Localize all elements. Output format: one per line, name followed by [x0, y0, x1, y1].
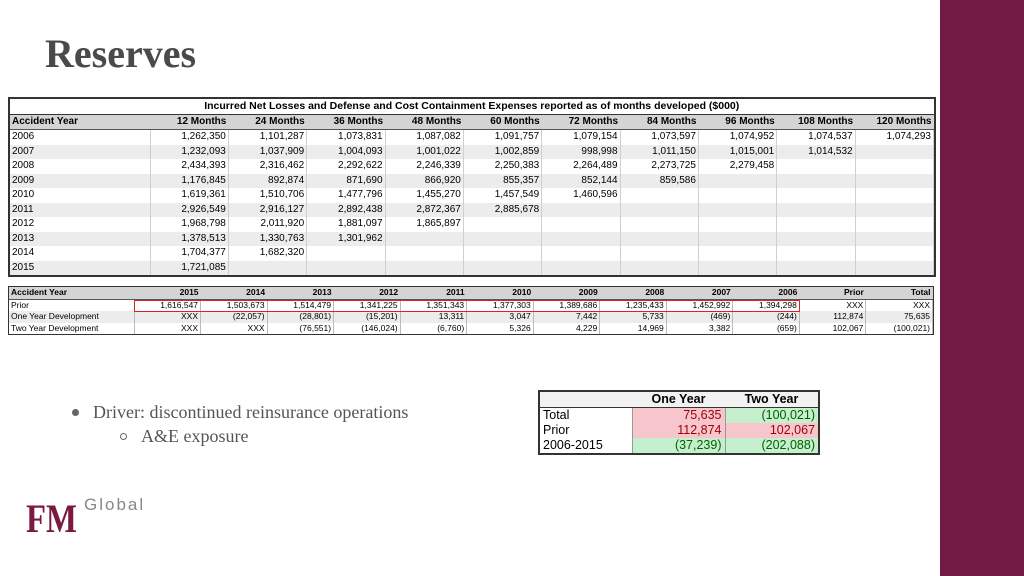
- table-row: [10, 246, 934, 261]
- table-cell: 1,176,845: [150, 174, 228, 189]
- table-cell: 1,073,597: [620, 130, 698, 145]
- accident-year-cell: 2006: [10, 130, 150, 145]
- table-cell: (6,760): [400, 323, 467, 335]
- table-cell: 1,074,293: [855, 130, 933, 145]
- table-cell: [385, 261, 463, 276]
- table-cell: 2,292,622: [307, 159, 385, 174]
- table-cell: 2,316,462: [228, 159, 306, 174]
- column-header-year: 2015: [134, 287, 201, 299]
- table-cell: 2,885,678: [463, 203, 541, 218]
- accident-year-cell: 2015: [10, 261, 150, 276]
- slide-title: Reserves: [45, 31, 197, 76]
- table-cell: [385, 246, 463, 261]
- table-cell: [542, 203, 620, 218]
- table-cell: [620, 261, 698, 276]
- table-cell: (28,801): [267, 311, 334, 323]
- table-cell: [620, 246, 698, 261]
- table-cell: 1,074,952: [698, 130, 776, 145]
- table-cell: XXX: [866, 299, 933, 311]
- table-cell: 866,920: [385, 174, 463, 189]
- table-cell: [620, 217, 698, 232]
- table-cell: 1,301,962: [307, 232, 385, 247]
- summary-header-one-year: One Year: [632, 392, 725, 408]
- table-cell: (76,551): [267, 323, 334, 335]
- sidebar-band: [940, 0, 1024, 576]
- row-label-cell: Prior: [9, 299, 134, 311]
- table-cell: 102,067: [799, 323, 866, 335]
- table-row: [9, 323, 933, 335]
- table-cell: [777, 217, 855, 232]
- table-cell: [307, 246, 385, 261]
- table-cell: 2,246,339: [385, 159, 463, 174]
- row-label-cell: One Year Development: [9, 311, 134, 323]
- table-cell: [855, 246, 933, 261]
- table-cell: 1,881,097: [307, 217, 385, 232]
- table-cell: [463, 232, 541, 247]
- table-cell: 1,004,093: [307, 145, 385, 160]
- bullet-list: [68, 400, 408, 448]
- bullet-dot-icon: [72, 409, 79, 416]
- accident-year-cell: 2009: [10, 174, 150, 189]
- table-cell: 1,101,287: [228, 130, 306, 145]
- summary-row-label: Prior: [543, 423, 570, 437]
- table-cell: 871,690: [307, 174, 385, 189]
- table-cell: 1,073,831: [307, 130, 385, 145]
- table-cell: 1,455,270: [385, 188, 463, 203]
- summary-one-year-value: 112,874: [632, 423, 725, 438]
- table-cell: 2,916,127: [228, 203, 306, 218]
- table-cell: 5,733: [600, 311, 667, 323]
- table-row: [10, 261, 934, 276]
- table-cell: (659): [733, 323, 800, 335]
- table-cell: [620, 203, 698, 218]
- table-cell: 5,326: [467, 323, 534, 335]
- table-cell: [777, 232, 855, 247]
- logo-global-text: Global: [84, 495, 146, 514]
- summary-row-2006-2015: [540, 438, 818, 453]
- table-row: [10, 159, 934, 174]
- table-cell: [698, 188, 776, 203]
- table-cell: XXX: [799, 299, 866, 311]
- table-cell: 7,442: [533, 311, 600, 323]
- column-header-months: 72 Months: [542, 114, 620, 130]
- table-cell: [698, 174, 776, 189]
- table-cell: 2,273,725: [620, 159, 698, 174]
- table-cell: [855, 174, 933, 189]
- summary-row-label: 2006-2015: [543, 438, 603, 452]
- column-header-year: 2012: [334, 287, 401, 299]
- incurred-losses-triangle-table: [8, 97, 936, 277]
- table-cell: 1,394,298: [733, 299, 800, 311]
- table-cell: [620, 232, 698, 247]
- table-cell: [777, 159, 855, 174]
- accident-year-cell: 2010: [10, 188, 150, 203]
- column-header-year: Total: [866, 287, 933, 299]
- table-cell: 1,503,673: [201, 299, 268, 311]
- fm-global-logo: [26, 488, 166, 540]
- table-cell: (100,021): [866, 323, 933, 335]
- table-cell: 1,704,377: [150, 246, 228, 261]
- summary-header-two-year: Two Year: [725, 392, 818, 408]
- column-header-year: 2010: [467, 287, 534, 299]
- table-cell: 3,382: [666, 323, 733, 335]
- summary-row-prior: [540, 423, 818, 438]
- column-header-accident-year: Accident Year: [9, 287, 134, 299]
- table-cell: [463, 217, 541, 232]
- table-cell: [542, 246, 620, 261]
- accident-year-cell: 2011: [10, 203, 150, 218]
- table-cell: [698, 217, 776, 232]
- column-header-months: 24 Months: [228, 114, 306, 130]
- table-cell: [463, 261, 541, 276]
- table-cell: [542, 261, 620, 276]
- summary-one-year-value: 75,635: [632, 408, 725, 424]
- table-cell: 1,341,225: [334, 299, 401, 311]
- table-cell: [698, 246, 776, 261]
- table-cell: 1,002,859: [463, 145, 541, 160]
- table-cell: [777, 261, 855, 276]
- table-cell: 75,635: [866, 311, 933, 323]
- table-cell: [777, 203, 855, 218]
- table-cell: 1,091,757: [463, 130, 541, 145]
- table-cell: (15,201): [334, 311, 401, 323]
- table-cell: 2,872,367: [385, 203, 463, 218]
- table-row: [10, 174, 934, 189]
- table-cell: 2,279,458: [698, 159, 776, 174]
- table-cell: 112,874: [799, 311, 866, 323]
- table-cell: 1,037,909: [228, 145, 306, 160]
- row-label-cell: Two Year Development: [9, 323, 134, 335]
- column-header-months: 120 Months: [855, 114, 933, 130]
- table-cell: 1,262,350: [150, 130, 228, 145]
- table-cell: 855,357: [463, 174, 541, 189]
- column-header-months: 108 Months: [777, 114, 855, 130]
- table-cell: 852,144: [542, 174, 620, 189]
- table-cell: (469): [666, 311, 733, 323]
- summary-row-label: Total: [543, 408, 570, 422]
- table-cell: 1,015,001: [698, 145, 776, 160]
- table-cell: 859,586: [620, 174, 698, 189]
- table-row: [9, 311, 933, 323]
- table-cell: [698, 232, 776, 247]
- table-cell: (244): [733, 311, 800, 323]
- table-cell: [855, 232, 933, 247]
- table-cell: 2,892,438: [307, 203, 385, 218]
- table-cell: 1,452,992: [666, 299, 733, 311]
- table-cell: 892,874: [228, 174, 306, 189]
- bullet-item: [68, 400, 408, 424]
- sub-bullet-item: [120, 424, 408, 448]
- column-header-year: 2014: [201, 287, 268, 299]
- table-row: [10, 217, 934, 232]
- table-cell: [542, 232, 620, 247]
- table-cell: 998,998: [542, 145, 620, 160]
- accident-year-cell: 2008: [10, 159, 150, 174]
- column-header-year: 2009: [533, 287, 600, 299]
- table-cell: 1,074,537: [777, 130, 855, 145]
- table-cell: 1,477,796: [307, 188, 385, 203]
- table-cell: 2,926,549: [150, 203, 228, 218]
- table-cell: [698, 261, 776, 276]
- sub-bullet-circle-icon: [120, 433, 127, 440]
- column-header-months: 96 Months: [698, 114, 776, 130]
- table-cell: [855, 159, 933, 174]
- table-cell: [777, 188, 855, 203]
- table-cell: 2,011,920: [228, 217, 306, 232]
- table-cell: 1,232,093: [150, 145, 228, 160]
- summary-two-year-value: (202,088): [725, 438, 818, 453]
- table-cell: 1,510,706: [228, 188, 306, 203]
- table-cell: [855, 145, 933, 160]
- column-header-months: 36 Months: [307, 114, 385, 130]
- table-cell: 1,235,433: [600, 299, 667, 311]
- table-cell: 1,011,150: [620, 145, 698, 160]
- column-header-months: 84 Months: [620, 114, 698, 130]
- table-cell: 13,311: [400, 311, 467, 323]
- table-cell: 1,377,303: [467, 299, 534, 311]
- table-cell: 1,014,532: [777, 145, 855, 160]
- table-row: [10, 145, 934, 160]
- accident-year-cell: 2014: [10, 246, 150, 261]
- column-header-year: 2013: [267, 287, 334, 299]
- table-cell: 1,682,320: [228, 246, 306, 261]
- table-cell: 1,378,513: [150, 232, 228, 247]
- table-cell: 4,229: [533, 323, 600, 335]
- column-header-year: 2007: [666, 287, 733, 299]
- table-cell: 1,457,549: [463, 188, 541, 203]
- table-cell: [855, 203, 933, 218]
- column-header-months: 48 Months: [385, 114, 463, 130]
- table-cell: [777, 174, 855, 189]
- column-header-months: 60 Months: [463, 114, 541, 130]
- column-header-months: 12 Months: [150, 114, 228, 130]
- table-cell: 1,079,154: [542, 130, 620, 145]
- table-cell: 1,721,085: [150, 261, 228, 276]
- column-header-year: 2006: [733, 287, 800, 299]
- table-cell: 1,001,022: [385, 145, 463, 160]
- column-header-year: 2008: [600, 287, 667, 299]
- table-cell: 2,264,489: [542, 159, 620, 174]
- summary-one-year-value: (37,239): [632, 438, 725, 453]
- table-cell: [463, 246, 541, 261]
- development-table: [8, 286, 934, 335]
- table-row: [9, 299, 933, 311]
- table-cell: [542, 217, 620, 232]
- table-cell: 14,969: [600, 323, 667, 335]
- table-cell: 2,434,393: [150, 159, 228, 174]
- column-header-accident-year: Accident Year: [10, 114, 150, 130]
- summary-row-total: [540, 408, 818, 424]
- table-cell: [307, 261, 385, 276]
- accident-year-cell: 2012: [10, 217, 150, 232]
- table-cell: [777, 246, 855, 261]
- column-header-year: Prior: [799, 287, 866, 299]
- development-summary-table: [538, 390, 820, 455]
- table-cell: [698, 203, 776, 218]
- table-cell: [855, 188, 933, 203]
- summary-two-year-value: (100,021): [725, 408, 818, 424]
- accident-year-cell: 2007: [10, 145, 150, 160]
- accident-year-cell: 2013: [10, 232, 150, 247]
- triangle-caption: Incurred Net Losses and Defense and Cost Containment Expenses reported as of months developed ($000): [10, 99, 934, 114]
- summary-header-blank: [540, 392, 632, 408]
- logo-fm-text: FM: [26, 495, 77, 540]
- table-cell: 3,047: [467, 311, 534, 323]
- table-cell: 1,351,343: [400, 299, 467, 311]
- bullet-text: Driver: discontinued reinsurance operations: [93, 401, 409, 422]
- table-row: [10, 130, 934, 145]
- table-cell: 1,087,082: [385, 130, 463, 145]
- table-cell: 1,619,361: [150, 188, 228, 203]
- table-cell: 1,389,686: [533, 299, 600, 311]
- table-cell: XXX: [134, 323, 201, 335]
- column-header-year: 2011: [400, 287, 467, 299]
- table-cell: [855, 261, 933, 276]
- table-cell: 1,330,763: [228, 232, 306, 247]
- table-cell: [620, 188, 698, 203]
- table-cell: [228, 261, 306, 276]
- table-row: [10, 203, 934, 218]
- table-cell: 1,968,798: [150, 217, 228, 232]
- table-cell: [385, 232, 463, 247]
- sub-bullet-text: A&E exposure: [141, 425, 249, 446]
- table-cell: 1,514,479: [267, 299, 334, 311]
- table-cell: 1,865,897: [385, 217, 463, 232]
- table-cell: XXX: [134, 311, 201, 323]
- table-cell: (22,057): [201, 311, 268, 323]
- table-cell: 2,250,383: [463, 159, 541, 174]
- table-cell: (146,024): [334, 323, 401, 335]
- table-cell: [855, 217, 933, 232]
- summary-two-year-value: 102,067: [725, 423, 818, 438]
- table-cell: XXX: [201, 323, 268, 335]
- table-row: [10, 188, 934, 203]
- table-cell: 1,616,547: [134, 299, 201, 311]
- table-cell: 1,460,596: [542, 188, 620, 203]
- table-row: [10, 232, 934, 247]
